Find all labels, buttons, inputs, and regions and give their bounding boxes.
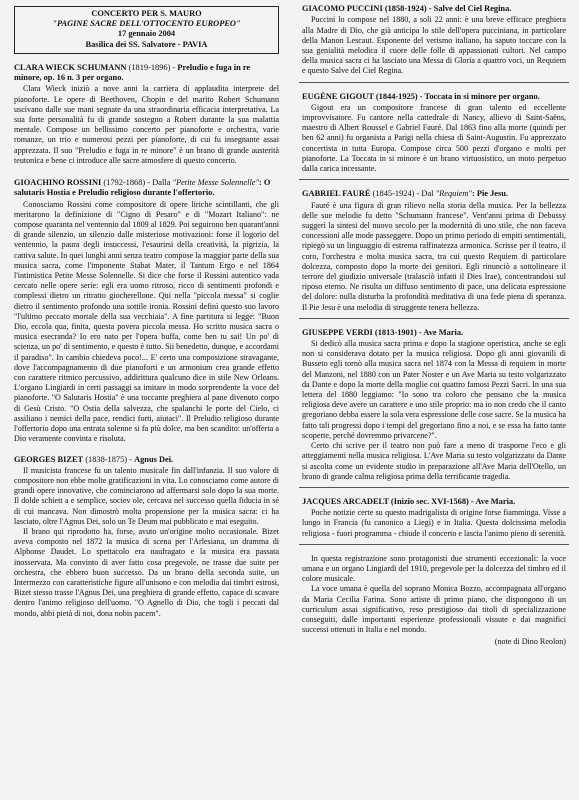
- composer-dates: (1838-1875) -: [83, 454, 135, 464]
- composer-name: GIUSEPPE VERDI: [302, 327, 373, 337]
- section-title: [302, 189, 566, 199]
- work-title: : Pie Jesu.: [471, 189, 509, 199]
- section-divider: [299, 544, 569, 545]
- work-title: (Inizio sec. XVI-1568) - Ave Maria.: [388, 496, 516, 506]
- section-divider: [299, 82, 569, 83]
- work-title: Preludio e fuga in re minore, op. 16 n. 3 per organo.: [14, 62, 251, 83]
- composer-dates: (1819-1896) -: [126, 62, 178, 72]
- section-body: Conosciamo Rossini come compositore di opere liriche scintillanti, che gli meritarono la definizione di "Cigno di Pesaro" e di "Mozart Italiano": ne compose quaranta nel ventennio dal 1809 al 1829. Poi seguirono ben quarant'anni di grande silenzio, un silenzio dalle misteriose motivazioni: forse il logorio del ventennio, la paura degli insuccessi, l'esaurirsi della creatività, la pigrizia, la cattiva salute. In quei lunghi anni senza teatro compose la maggior parte della sua musica sacra, come l'imponente Stabat Mater, il Tantum Ergo e nel 1864 l'intimistica Petite Messe Solennelle. Si dice che forse il Rossini autentico vada cercato nelle opere serie: egli era uomo ritroso, ricco di sentimenti profondi e complessi dietro un ritratto giocherellone. Qui nella "piccola messa" si coglie dietro il sentimento profondo una sottile ironia. Rossini definì questo suo lavoro "l'ultimo peccato mortale della sua vecchiaia". A fine partitura si legge: "Buon Dio, eccola qua, finita, questa povera piccola messa. Ho scritto musica sacra o musica esecranda? Io ero nato per l'opera buffa, come ben tu sai! Un po' di scienza, un po' di sentimento, e questo è tutto. Sii benedetto, dunque, e accordami il paradiso". In cambio chiedeva poco!... E' certo una composizione stravagante, dove l'accompagnamento di due pianoforti e un armonium crea grande effetto con carattere ritmico percussivo, addirittura qualcuno dice in stile New Orleans. L'organo Lingiardi in certi passaggi sa imitare in modo sorprendente la voce del pianoforte. "O Salutaris Hostia" è una toccante preghiera al pane divenuto corpo di Gesù Cristo. "O Ostia della salvezza, che spalanchi le porte del Cielo, ci assiliano i nemici della pace, rendici forti, aiutaci". Il Preludio religioso durante l'offertorio dopo una entrata solenne si fa più dolce, ma ben scandito: un'offerta a Dio veramente convinta e risoluta.: [14, 199, 279, 444]
- work-title: (1813-1901) - Ave Maria.: [372, 327, 464, 337]
- section-title: [14, 455, 279, 465]
- composer-dates: (1845-1924) - Dal: [370, 189, 436, 199]
- section-body: Certo chi scrive per il teatro non può fare a meno di trasporne l'eco e gli atteggiamenti nella musica religiosa. L'Ave Maria su testo volgarizzato da Dante si ascolta come un evidente studio in preparazione all'Ave Maria dell'Otello, un brano di grande calma religiosa prima della terrificante tragedia.: [302, 441, 566, 481]
- section-body: In questa registrazione sono protagonisti due strumenti eccezionali: la voce umana e un organo Lingiardi del 1910, pregevole per la dolcezza del timbro ed il colore musicale.: [302, 553, 566, 584]
- section-gigout: [302, 92, 566, 175]
- section-verdi: [302, 328, 566, 482]
- section-body: Poche notizie certe su questo madrigalista di origine forse fiamminga. Visse a lungo in Francia (fu canonico a Liegi) e in Italia. Questa dolcissima melodia religiosa - fuori programma - chiude il concerto e lascia l'animo pieno di serenità.: [302, 508, 566, 538]
- section-divider: [299, 318, 569, 319]
- composer-name: EUGÈNE GIGOUT: [302, 91, 374, 101]
- composer-name: CLARA WIECK SCHUMANN: [14, 62, 127, 72]
- composer-name: JACQUES ARCADELT: [302, 496, 389, 506]
- work-title: Agnus Dei.: [134, 454, 174, 464]
- section-divider: [299, 487, 569, 488]
- header-date: 17 gennaio 2004: [117, 29, 176, 39]
- section-faure: [302, 189, 566, 313]
- header-title: "PAGINE SACRE DELL'OTTOCENTO EUROPEO": [52, 19, 241, 29]
- left-column: [14, 0, 279, 619]
- section-title: [14, 178, 279, 199]
- section-body: Clara Wieck iniziò a nove anni la carriera di applaudita interprete del pianoforte. Le opere di Beethoven, Chopin e del marito Robert Schumann uscivano dalle sue mani segnate da una straordinaria efficacia interpretativa. La sua forte personalità fu di grande sostegno a Robert durante la sua malattia mentale. Compose un bellissimo concerto per pianoforte e orchestra, varie romanze, un trio e numerosi pezzi per pianoforte, di cui fu insegnante assai apprezzata. Il suo "Preludio e fuga in re minore" è un brano di grande austerità teutonica e bene ci introduce alle sacre atmosfere di questo concerto.: [14, 84, 279, 165]
- section-bizet: [14, 455, 279, 619]
- composer-name: GABRIEL FAURÉ: [302, 189, 371, 199]
- composer-name: GIACOMO PUCCINI: [302, 4, 383, 13]
- section-body: Gigout era un compositore francese di gran talento ed eccellente improvvisatore. Fu cantore nella cattedrale di Nancy, allievo di Saint-Saëns, maestro di Albert Roussel e Gabriel Fauré. Dal 1863 fino alla morte (quindi per ben 62 anni) fu organista a Parigi nella chiesa di Saint-Augustin. Fu apprezzato concertista in tutta Europa. Compose circa 500 pezzi d'organo e molti per pianoforte. La Toccata in si minore è un brano virtuosistico, un moto perpetuo dalla carica incessante.: [302, 102, 566, 174]
- work-source: "Requiem": [435, 189, 472, 199]
- composer-name: GIOACHINO ROSSINI: [14, 178, 102, 188]
- section-body: Fauré è una figura di gran rilievo nella storia della musica. Per la bellezza delle sue melodie fu detto "Schumann francese". Vent'anni prima di Debussy suggerì la sintesi del nuovo secolo per la modernità di uno stile, che non faceva concessioni alle mode passeggere. Dopo un primo periodo di empiti sentimentali, ripiegò su un linguaggio di estrema raffinatezza armonica. Scrisse per il teatro, il coro, l'orchestra e molta musica sacra, tra cui questo Requiem di particolare dolcezza, composto dopo la morte dei genitori. Egli rinunciò a sottolineare il terrore del giudizio universale (tralasciò infatti il Dies Irae), concentrandosi sul riposo eterno. Ne risulta un diffuso sentimento di pace, una delicata espressione del dolore: nulla disturba la profondità meditativa di una fede piena di speranza. Il Pie Jesu è una melodia di struggente tenera bellezza.: [302, 200, 566, 312]
- composer-dates: (1792-1868) - Dalla: [101, 178, 173, 188]
- concert-header: [14, 6, 279, 54]
- section-title: [302, 92, 566, 102]
- work-source: "Petite Messe Solennelle": [172, 178, 260, 188]
- section-title: [302, 497, 566, 507]
- section-body: La voce umana è quella del soprano Monica Bozzo, accompagnata all'organo da Maria Cecilia Farina. Sono artiste di primo piano, che dispongono di un curriculum assai significativo, reso prestigioso dai titoli di specializzazione conseguiti, dalle importanti esperienze professionali vissute e dai magnifici successi ottenuti in Italia e nel mondo.: [302, 584, 566, 635]
- header-location: Basilica dei SS. Salvatore - PAVIA: [85, 39, 208, 49]
- section-arcadelt: [302, 497, 566, 539]
- section-title: [302, 328, 566, 338]
- section-title: [302, 4, 566, 14]
- composer-name: GEORGES BIZET: [14, 454, 84, 464]
- section-title: [14, 63, 279, 84]
- section-performers: [302, 554, 566, 647]
- section-body: Il musicista francese fu un talento musicale fin dall'infanzia. Il suo valore di compositore non ebbe molte gratificazioni in vita. Lo conosciamo come autore di grandi opere innovative, che cominciarono ad affermarsi solo dopo la sua morte. Il dolde schiett a e semplice, sociev ole, cercava nel successo quella fiducia in sé di cui mancava. Non dimostrò molta propensione per la musica sacra: ci ha lasciato, oltre l'Agnus Dei, solo un Te Deum mai pubblicato e mai eseguito.: [14, 465, 279, 526]
- work-title: (1858-1924) - Salve del Ciel Regina.: [382, 4, 512, 13]
- section-body: Il brano qui riprodotto ha, forse, avuto un'origine molto occasionale. Bizet aveva composto nel 1872 la musica di scena per l'Arlesiana, un dramma di Alphonse Daudet. Lo spettacolo era naufragato e la musica era passata inosservata. Ma convinto di aver fatto cosa pregevole, ne trasse due suite per orchestra, che ebbero buon successo. Da un brano della seconda suite, un Intermezzo con caratteristiche figure all'unisono e con melodia dai timbri estrosi, Bizet stesso trasse l'Agnus Dei, una preghiera di grande effetto, capace di scavare dentro l'animo religioso dell'uomo. "O Agnello di Dio, che togli i peccati dal mondo, abbi pietà di noi, dona nobis pacem".: [14, 527, 279, 618]
- section-puccini: [302, 4, 566, 77]
- right-column: [302, 0, 566, 646]
- section-divider: [299, 179, 569, 180]
- work-title: : O salutaris Hostia e Preludio religioso durante l'offertorio.: [14, 178, 271, 198]
- header-line1: CONCERTO PER S. MAURO: [91, 9, 202, 18]
- work-title: (1844-1925) - Toccata in si minore per organo.: [373, 91, 540, 101]
- section-schumann: [14, 63, 279, 166]
- section-body: Puccini lo compose nel 1880, a soli 22 anni: è una breve efficace preghiera alla Madre di Dio, che già anticipa lo stile dell'opera pucciniana, in particolare della Manon Lescaut. Esponente del verismo italiano, ha saputo toccare con la sua genialità melodica il cuore delle folle di appassionati cultori. Nel campo della musica sacra ci ha lasciato una Messa di Gloria a quattro voci, un Requiem e questo Salve del Ciel Regina.: [302, 15, 566, 76]
- section-rossini: [14, 178, 279, 444]
- author-note: (note di Dino Reolon): [494, 637, 566, 647]
- section-body: Si dedicò alla musica sacra prima e dopo la stagione operistica, anche se egli non si considerava dotato per la musica religiosa. Dopo gli anni giovanili di Busseto egli tornò alla musica sacra nel 1874 con la Messa di requiem in morte del Manzoni, nel 1880 con un Pater Noster e un Ave Maria su testo volgarizzato da Dante e dopo la morte della moglie coi quattro famosi Pezzi Sacri. In una sua lettera del 1880 leggiamo: "Io sono tra coloro che pensano che la musica religiosa deve avere un carattere e uno stile proprio: ma io non credo che il canto gregoriano debba essere la sola vera espressione delle cose sacre. Se la musica ha fatto tali progressi dopo i tempi del gregoriano fino a noi, e se essa ha fatto tante scoperte, perché dovremmo privarcene?".: [302, 339, 566, 440]
